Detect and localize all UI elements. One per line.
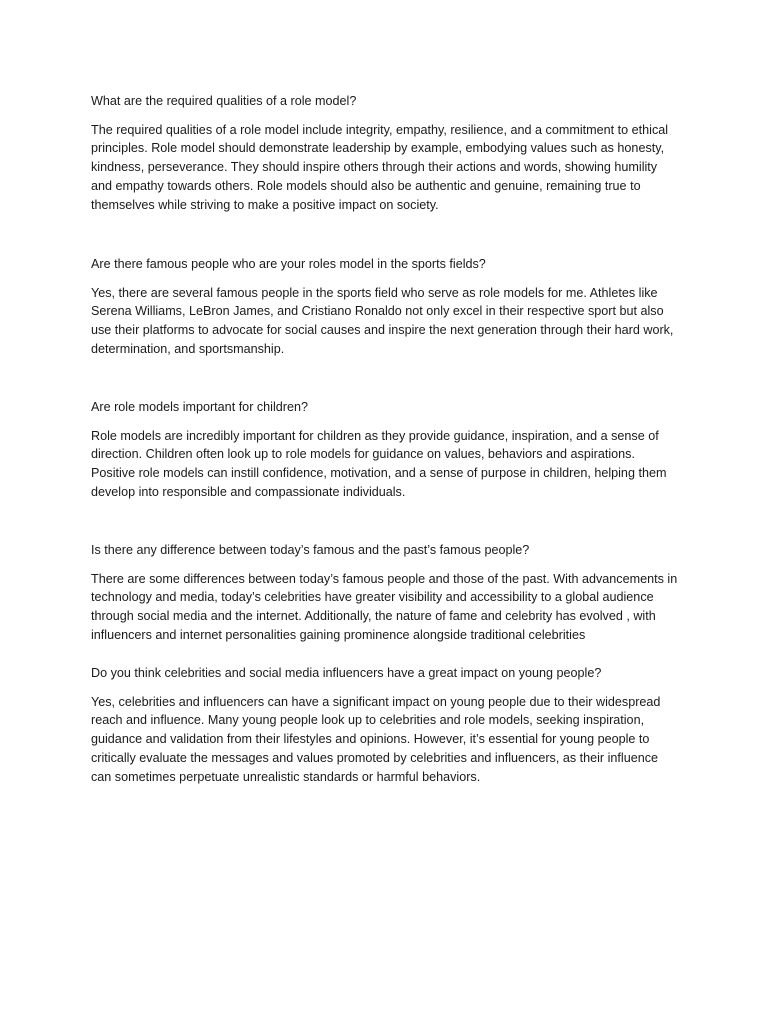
answer-paragraph: Yes, there are several famous people in the sports field who serve as role models for me. Athletes like Serena Williams, LeBron James, and Cristiano Ronaldo not only excel in their respective sport but also use their platforms to advocate for social causes and inspire the next generation through their hard work, determination, and sportsmanship. [91,285,674,356]
question-heading: Do you think celebrities and social media influencers have a great impact on young people? [91,666,602,680]
answer-paragraph: There are some differences between today’s famous people and those of the past. With advancements in technology and media, today’s celebrities have greater visibility and accessibility to a global audience through social media and the internet. Additionally, the nature of fame and celebrity has evolved , with influencers and internet personalities gaining prominence alongside traditional celebrities [91,571,678,642]
question-heading: Are role models important for children? [91,400,308,414]
qa-section-children [91,398,681,502]
question-heading: Is there any difference between today’s famous and the past’s famous people? [91,543,530,557]
question-heading: What are the required qualities of a role model? [91,94,357,108]
qa-section-today-vs-past [91,541,681,645]
answer-paragraph: The required qualities of a role model include integrity, empathy, resilience, and a commitment to ethical principles. Role model should demonstrate leadership by example, embodying values such as honesty, kindness, perseverance. They should inspire others through their actions and words, showing humility and empathy towards others. Role models should also be authentic and genuine, remaining true to themselves while striving to make a positive impact on society. [91,122,669,212]
answer-paragraph: Yes, celebrities and influencers can have a significant impact on young people due to their widespread reach and influence. Many young people look up to celebrities and role models, seeking inspiration, guidance and validation from their lifestyles and opinions. However, it’s essential for young people to critically evaluate the messages and values promoted by celebrities and influencers, as their influence can sometimes perpetuate unrealistic standards or harmful behaviors. [91,694,661,784]
qa-section-influencers [91,664,681,786]
qa-section-qualities [91,92,681,214]
qa-section-sports-role-models [91,255,681,359]
question-heading: Are there famous people who are your roles model in the sports fields? [91,257,486,271]
answer-paragraph: Role models are incredibly important for children as they provide guidance, inspiration, and a sense of direction. Children often look up to role models for guidance on values, behaviors and aspirations. Positive role models can instill confidence, motivation, and a sense of purpose in children, helping them develop into responsible and compassionate individuals. [91,428,667,499]
